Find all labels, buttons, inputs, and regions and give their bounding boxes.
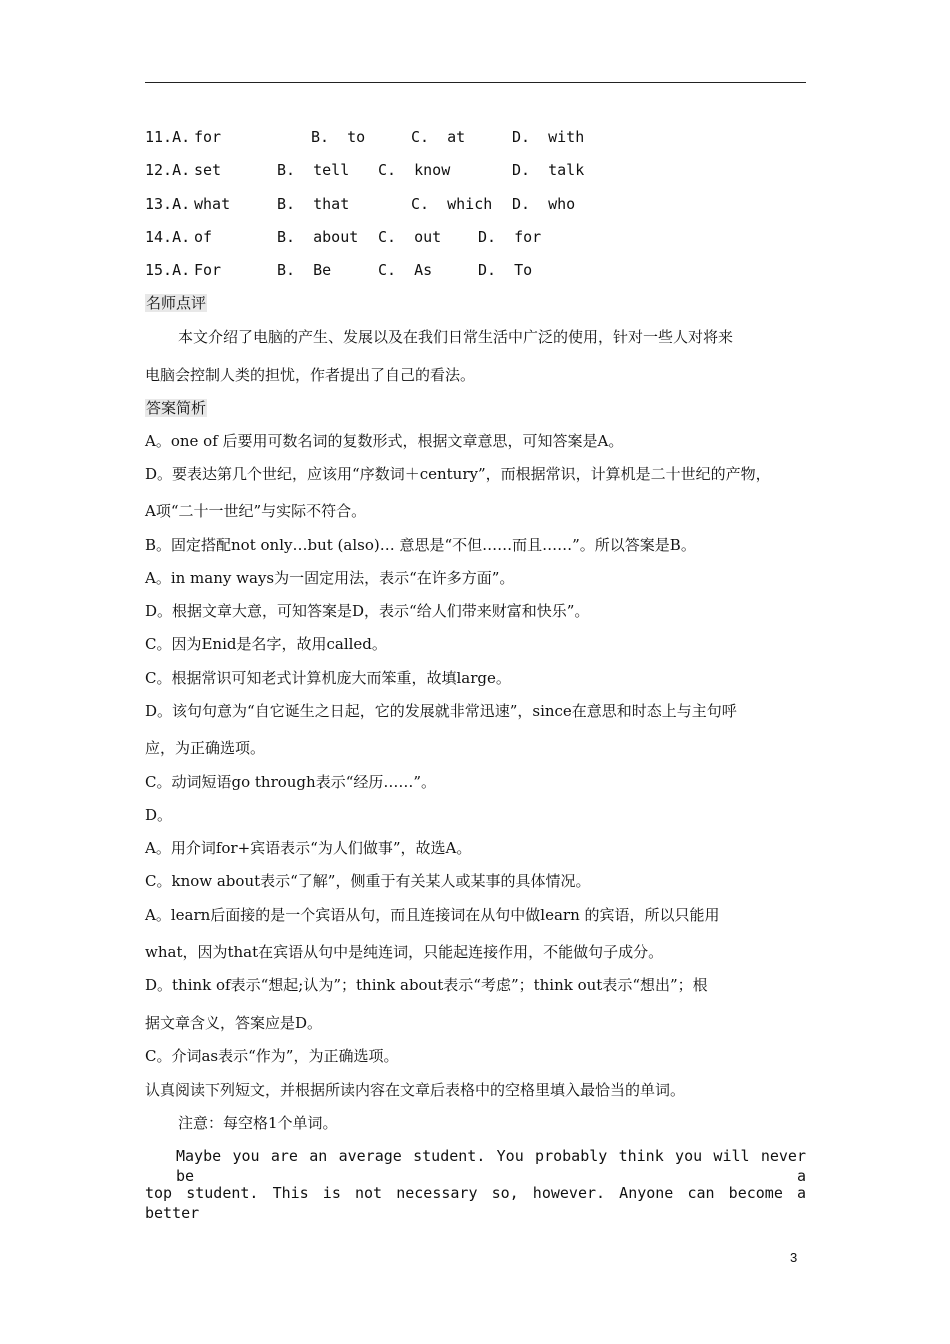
option-b: B. about [277,228,359,246]
option-b: B. Be [277,261,332,279]
answer-line: 据文章含义，答案应是D。 [145,1014,323,1032]
answer-line: A。用介词for+宾语表示“为人们做事”，故选A。 [145,839,472,857]
question-number: 13.A. [145,195,191,213]
comment-heading: 名师点评 [146,294,207,312]
answer-line: C。介词as表示“作为”，为正确选项。 [145,1047,399,1065]
option-c: C. As [378,261,433,279]
option-b: B. to [311,128,366,146]
option-a: set [194,161,222,179]
answer-line: D。根据文章大意，可知答案是D，表示“给人们带来财富和快乐”。 [145,602,590,620]
answer-line: what，因为that在宾语从句中是纯连词，只能起连接作用，不能做句子成分。 [145,943,664,961]
answer-line: D。该句句意为“自它诞生之日起，它的发展就非常迅速”，since在意思和时态上与主句呼 [145,702,737,720]
option-d: D. talk [512,161,585,179]
option-a: For [194,261,222,279]
reading-note: 注意：每空格1个单词。 [178,1114,338,1132]
option-b: B. tell [277,161,350,179]
passage-line: Maybe you are an average student. You probably think you will never be a [176,1147,806,1185]
question-number: 11.A. [145,128,191,146]
answer-line: C。动词短语go through表示“经历……”。 [145,773,437,791]
question-number: 15.A. [145,261,191,279]
option-d: D. who [512,195,576,213]
answer-heading: 答案简析 [146,399,207,417]
answer-line: D。 [145,806,173,824]
answer-line: D。think of表示“想起;认为”；think about表示“考虑”；think out表示“想出”；根 [145,976,708,994]
answer-line: A。in many ways为一固定用法，表示“在许多方面”。 [145,569,515,587]
reading-instruction: 认真阅读下列短文，并根据所读内容在文章后表格中的空格里填入最恰当的单词。 [145,1081,686,1099]
option-b: B. that [277,195,350,213]
answer-line: C。根据常识可知老式计算机庞大而笨重，故填large。 [145,669,511,687]
answer-line: C。因为Enid是名字，故用called。 [145,635,387,653]
option-c: C. out [378,228,442,246]
option-d: D. with [512,128,585,146]
comment-text-line1: 本文介绍了电脑的产生、发展以及在我们日常生活中广泛的使用，针对一些人对将来 [178,328,734,346]
option-d: D. for [478,228,542,246]
page-number: 3 [790,1250,798,1265]
answer-line: A项“二十一世纪”与实际不符合。 [145,502,367,520]
option-a: what [194,195,231,213]
option-c: C. know [378,161,451,179]
answer-line: B。固定搭配not only…but (also)… 意思是“不但……而且……”。所以答案是B。 [145,536,696,554]
answer-line: C。know about表示“了解”，侧重于有关某人或某事的具体情况。 [145,872,591,890]
option-a: for [194,128,222,146]
option-c: C. at [411,128,466,146]
answer-line: A。learn后面接的是一个宾语从句，而且连接词在从句中做learn 的宾语，所以只能用 [145,906,720,924]
comment-text-line2: 电脑会控制人类的担忧，作者提出了自己的看法。 [145,366,476,384]
answer-line: 应，为正确选项。 [145,739,266,757]
question-number: 12.A. [145,161,191,179]
option-d: D. To [478,261,533,279]
option-c: C. which [411,195,493,213]
option-a: of [194,228,213,246]
answer-line: D。要表达第几个世纪，应该用“序数词＋century”，而根据常识，计算机是二十世纪的产物， [145,465,771,483]
answer-line: A。one of 后要用可数名词的复数形式，根据文章意思，可知答案是A。 [145,432,624,450]
header-rule [145,82,806,83]
question-number: 14.A. [145,228,191,246]
passage-line: top student. This is not necessary so, however. Anyone can become a better [145,1184,806,1222]
